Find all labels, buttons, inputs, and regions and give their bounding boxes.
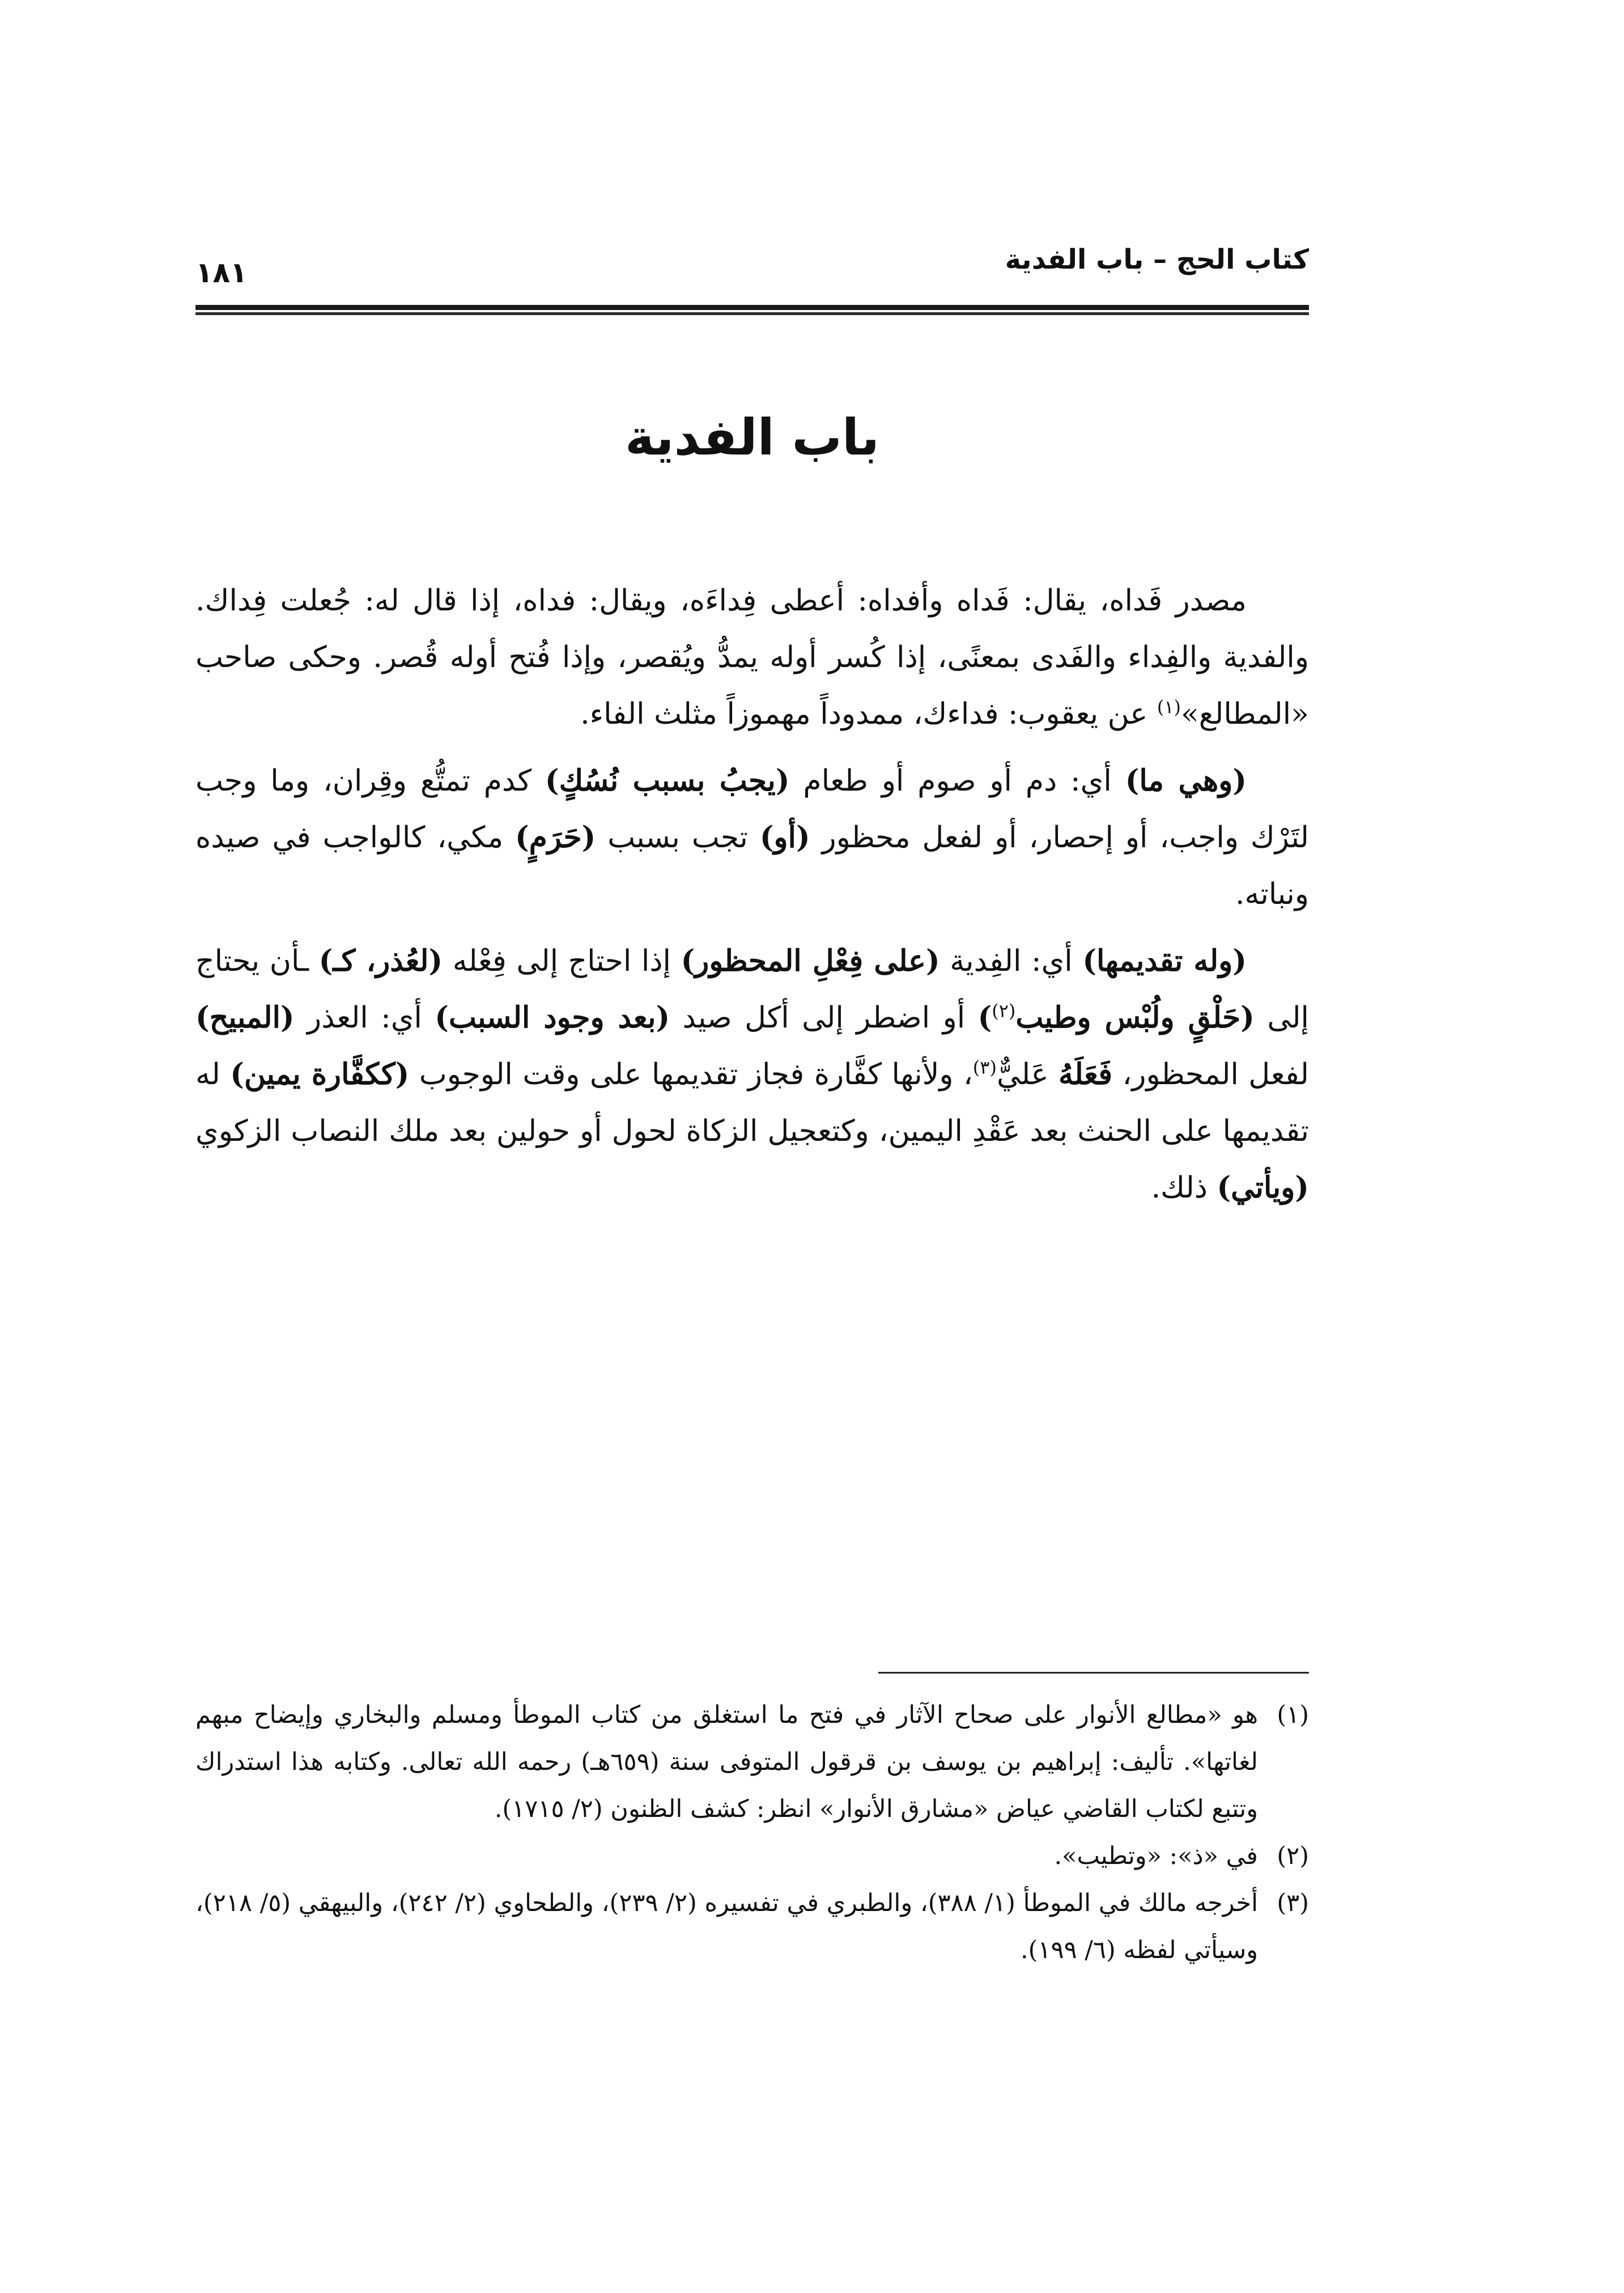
footnote-text: في «ذ»: «وتطيب». <box>1054 1842 1258 1870</box>
header-title: كتاب الحج – باب الفدية <box>1005 244 1309 275</box>
commentary-text: ـأن يحتاج إلى <box>195 944 1309 1035</box>
commentary-text: مكي، كالواجب في صيده ونباته. <box>195 821 1309 911</box>
footnote-3 <box>195 1880 1309 1974</box>
commentary-text: أو اضطر إلى أكل صيد <box>670 1001 978 1035</box>
page-number: ١٨١ <box>195 256 248 289</box>
footnote-number: (٣) <box>1277 1889 1309 1917</box>
matn-phrase: (حَلْقٍ ولُبْس وطيب <box>1015 1000 1255 1035</box>
matn-phrase: ) <box>977 1000 992 1035</box>
matn-phrase: (وله تقديمها) <box>1082 944 1247 978</box>
body-text <box>195 572 1309 1221</box>
footnote-ref-2: (٢) <box>992 1000 1016 1022</box>
commentary-text: أي: دم أو صوم أو طعام <box>789 764 1125 798</box>
matn-phrase: (أو) <box>759 820 810 855</box>
header-rule <box>195 305 1309 319</box>
footnote-text: أخرجه مالك في الموطأ (١/ ٣٨٨)، والطبري في تفسيره (٢/ ٢٣٩)، والطحاوي (٢/ ٢٤٢)، والبيهقي (٥/ ٢١٨)، وسيأتي لفظه (٦/ ١٩٩). <box>195 1889 1259 1964</box>
commentary-text: له تقديمها على الحنث بعد عَقْدِ اليمين، وكتعجيل الزكاة لحول أو حولين بعد ملك النصاب الزكوي <box>195 1058 1309 1148</box>
running-header <box>195 244 1309 289</box>
commentary-text: تجب بسبب <box>596 821 760 855</box>
footnote-separator <box>878 1672 1309 1674</box>
footnotes <box>195 1692 1309 1974</box>
p1-text: مصدر فَداه، يقال: فَداه وأفداه: أعطى فِداءَه، ويقال: فداه، إذا قال له: جُعلت فِداك. والفدية والفِداء والفَدى بمعنًى، إذا كُسر أوله يمدُّ ويُقصر، وإذا فُتح أوله قُصر. وحكى صاحب «المطالع» <box>195 584 1309 731</box>
matn-phrase: (يجبُ بسبب نُسُكٍ) <box>545 763 790 798</box>
paragraph-1 <box>195 572 1309 742</box>
commentary-text: أي: العذر <box>294 1001 435 1035</box>
footnote-1 <box>195 1692 1309 1833</box>
matn-phrase: (وهي ما) <box>1125 763 1247 798</box>
paragraph-2 <box>195 753 1309 923</box>
footnote-text: هو «مطالع الأنوار على صحاح الآثار في فتح ما استغلق من كتاب الموطأ ومسلم والبخاري وإيضاح مبهم لغاتها». تأليف: إبراهيم بن يوسف بن قرقول المتوفى سنة (٦٥٩هـ) رحمه الله تعالى. وكتابه هذا استدراك وتتبع لكتاب القاضي عياض «مشارق الأنوار» انظر: كشف الظنون (٢/ ١٧١٥). <box>195 1701 1258 1823</box>
commentary-text: إذا احتاج إلى فِعْله <box>443 944 681 978</box>
matn-phrase: (حَرَمٍ) <box>515 820 596 855</box>
commentary-text: كدم تمتُّع وقِران، وما وجب لتَرْك واجب، أو إحصار، أو لفعل محظور <box>195 764 1310 855</box>
matn-phrase: (المبيح) <box>195 1000 295 1035</box>
matn-phrase: (على فِعْلِ المحظور) <box>681 944 940 978</box>
footnote-number: (١) <box>1277 1701 1309 1729</box>
matn-phrase: (ككفَّارة يمين) <box>230 1057 410 1092</box>
commentary-text: أي: الفِدية <box>939 944 1083 978</box>
commentary-text: ، ولأنها كفَّارة فجاز تقديمها على وقت الوجوب <box>409 1058 973 1092</box>
matn-phrase: (لعُذر، كـ) <box>318 944 443 978</box>
footnote-2 <box>195 1833 1309 1880</box>
footnote-ref-1: (١) <box>1157 696 1181 718</box>
chapter-title: باب الفدية <box>625 408 879 466</box>
matn-phrase: فَعَلَهُ <box>1058 1057 1113 1092</box>
commentary-text: عَليٌّ <box>996 1058 1059 1092</box>
p1-tail: عن يعقوب: فداءك، ممدوداً مهموزاً مثلث الفاء. <box>580 697 1157 731</box>
matn-phrase: (بعد وجود السبب) <box>435 1000 670 1035</box>
paragraph-3 <box>195 933 1309 1216</box>
footnote-ref-3: (٣) <box>972 1056 997 1078</box>
matn-phrase: (ويأتي) <box>1217 1170 1309 1205</box>
commentary-text: لفعل المحظور، <box>1112 1058 1309 1092</box>
commentary-text: ذلك. <box>1151 1171 1217 1205</box>
footnote-number: (٢) <box>1277 1842 1309 1870</box>
